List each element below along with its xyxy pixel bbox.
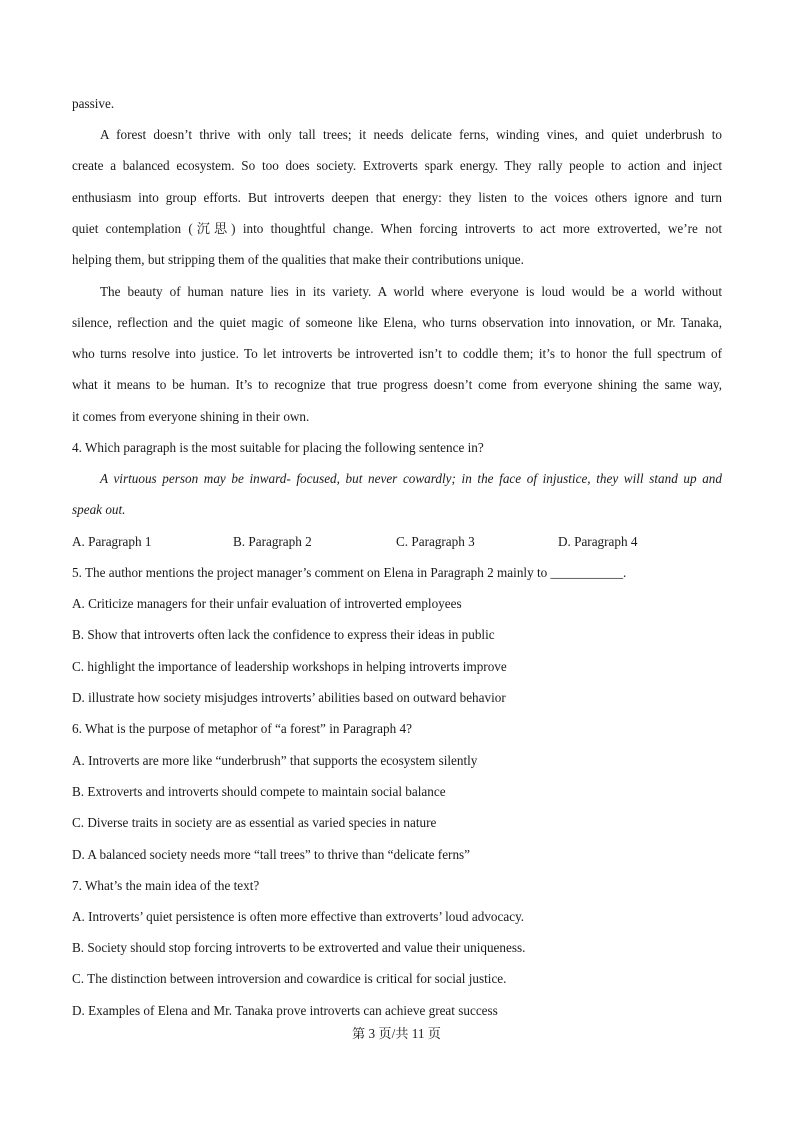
option-c[interactable]: C. Paragraph 3 [396, 534, 475, 549]
paragraph-line: enthusiasm into group efforts. But introverts deepen that energy: they listen to the voices others ignore and turn [72, 190, 722, 205]
paragraph-line: it comes from everyone shining in their own. [72, 409, 310, 424]
option-a[interactable]: A. Paragraph 1 [72, 534, 152, 549]
option-c[interactable]: C. highlight the importance of leadership workshops in helping introverts improve [72, 659, 507, 674]
option-b[interactable]: B. Paragraph 2 [233, 534, 312, 549]
passage-line-passive: passive. [72, 96, 115, 111]
option-a[interactable]: A. Introverts are more like “underbrush” that supports the ecosystem silently [72, 753, 478, 768]
question-stem: 5. The author mentions the project manager’s comment on Elena in Paragraph 2 mainly to ___________. [72, 565, 627, 580]
quoted-sentence: A virtuous person may be inward- focused, but never cowardly; in the face of injustice, they will stand up and [100, 471, 722, 486]
question-stem: 6. What is the purpose of metaphor of “a forest” in Paragraph 4? [72, 721, 412, 736]
option-d[interactable]: D. illustrate how society misjudges introverts’ abilities based on outward behavior [72, 690, 506, 705]
option-d[interactable]: D. Examples of Elena and Mr. Tanaka prove introverts can achieve great success [72, 1003, 498, 1018]
question-stem: 4. Which paragraph is the most suitable for placing the following sentence in? [72, 440, 484, 455]
option-a[interactable]: A. Introverts’ quiet persistence is often more effective than extroverts’ loud advocacy. [72, 909, 525, 924]
paragraph-line: create a balanced ecosystem. So too does society. Extroverts spark energy. They rally people to action and inject [72, 158, 722, 173]
paragraph-line: silence, reflection and the quiet magic of someone like Elena, who turns observation into innovation, or Mr. Tanaka, [72, 315, 722, 330]
paragraph-line: helping them, but stripping them of the qualities that make their contributions unique. [72, 252, 524, 267]
paragraph-line: quiet contemplation (沉思) into thoughtful change. When forcing introverts to act more extroverted, we’re not [72, 221, 722, 236]
option-d[interactable]: D. A balanced society needs more “tall trees” to thrive than “delicate ferns” [72, 847, 471, 862]
option-b[interactable]: B. Show that introverts often lack the confidence to express their ideas in public [72, 627, 495, 642]
option-b[interactable]: B. Extroverts and introverts should compete to maintain social balance [72, 784, 446, 799]
option-b[interactable]: B. Society should stop forcing introverts to be extroverted and value their uniqueness. [72, 940, 526, 955]
question-stem: 7. What’s the main idea of the text? [72, 878, 260, 893]
page-number-footer: 第 3 页/共 11 页 [352, 1026, 441, 1041]
paragraph-line: what it means to be human. It’s to recognize that true progress doesn’t come from everyone shining the same way, [72, 377, 722, 392]
option-c[interactable]: C. The distinction between introversion and cowardice is critical for social justice. [72, 971, 507, 986]
paragraph-line: who turns resolve into justice. To let introverts be introverted isn’t to coddle them; it’s to honor the full spectrum of [72, 346, 722, 361]
paragraph-line: A forest doesn’t thrive with only tall trees; it needs delicate ferns, winding vines, and quiet underbrush to [100, 127, 722, 142]
quoted-sentence: speak out. [72, 502, 126, 517]
paragraph-line: The beauty of human nature lies in its variety. A world where everyone is loud would be a world without [100, 284, 722, 299]
option-a[interactable]: A. Criticize managers for their unfair evaluation of introverted employees [72, 596, 462, 611]
option-d[interactable]: D. Paragraph 4 [558, 534, 638, 549]
option-c[interactable]: C. Diverse traits in society are as essential as varied species in nature [72, 815, 437, 830]
